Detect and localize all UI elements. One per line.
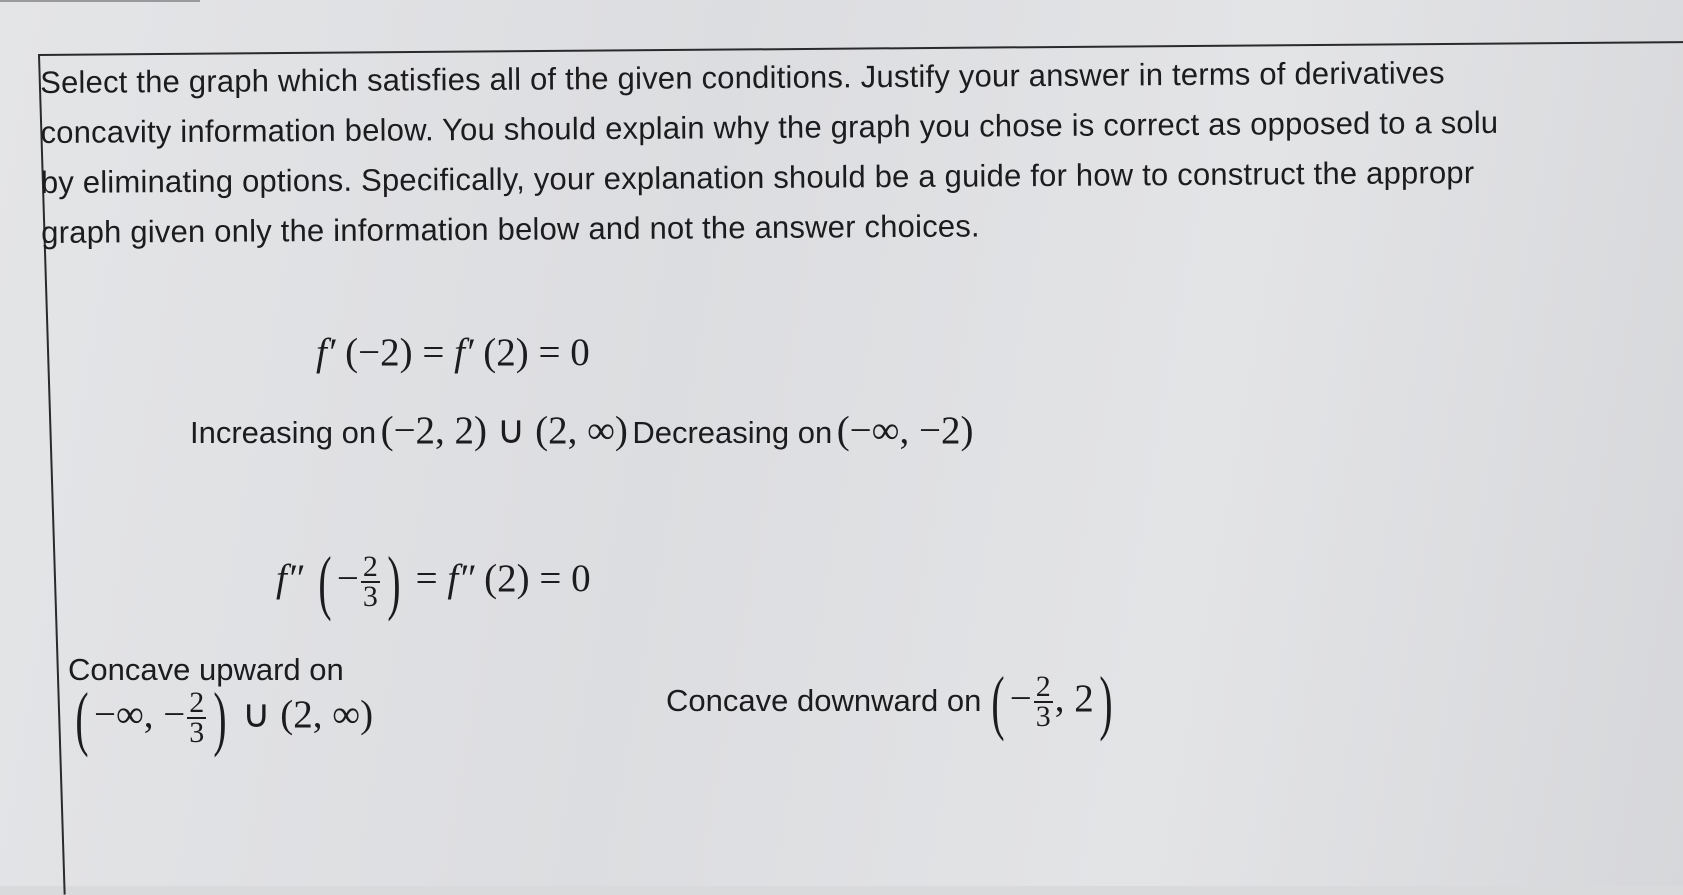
f-prime-symbol: f′ [454, 331, 474, 374]
concave-downward-condition [666, 662, 1118, 742]
interval-suffix: , 2 [1054, 676, 1094, 720]
left-paren: ( [75, 678, 89, 758]
right-paren: ) [1099, 662, 1113, 742]
monotonicity-condition [190, 408, 973, 453]
fraction-denominator: 3 [362, 580, 378, 613]
interval-prefix: − [1009, 676, 1032, 720]
decreasing-interval: (−∞, −2) [836, 409, 974, 452]
fraction [1034, 670, 1053, 733]
f-double-prime-symbol: f″ [447, 556, 475, 600]
right-paren: ) [213, 678, 227, 758]
top-rule [0, 0, 200, 2]
fraction [361, 550, 380, 613]
increasing-label: Increasing on [190, 415, 377, 450]
prompt-line: concavity information below. You should explain why the graph you chose is correct as opposed to a solu [40, 104, 1499, 150]
f-prime-symbol: f′ [316, 331, 336, 374]
right-paren: ) [387, 542, 401, 622]
second-derivative-condition [276, 542, 591, 622]
f-double-prime-symbol: f″ [276, 556, 304, 600]
fraction-numerator: 2 [1035, 670, 1051, 703]
fraction-denominator: 3 [189, 716, 205, 749]
left-paren: ( [318, 542, 332, 622]
concave-upward-label: Concave upward on [68, 652, 344, 687]
fraction [187, 686, 206, 749]
concave-downward-label: Concave downward on [666, 682, 982, 718]
equals-sign: = [415, 556, 438, 600]
left-paren: ( [991, 662, 1005, 742]
equals-sign: = [539, 556, 562, 600]
equals-sign: = [422, 331, 445, 374]
prompt-line: by eliminating options. Specifically, your explanation should be a guide for how to construct the appropr [40, 154, 1475, 200]
prompt-line: graph given only the information below and not the answer choices. [41, 208, 980, 250]
prompt-line: Select the graph which satisfies all of the given conditions. Justify your answer in terms of derivatives [40, 55, 1445, 100]
fraction-numerator: 2 [362, 550, 378, 583]
minus-sign: − [336, 556, 359, 600]
decreasing-label: Decreasing on [632, 415, 833, 450]
interval-prefix: −∞, − [93, 692, 186, 736]
concave-downward-interval [986, 662, 1118, 742]
interval-suffix: ∪ (2, ∞) [242, 692, 374, 736]
first-derivative-arg: (−2) [345, 331, 413, 374]
first-derivative-condition [316, 330, 590, 375]
concave-upward-interval [70, 678, 374, 758]
problem-prompt [40, 46, 1683, 258]
equals-sign: = [538, 331, 561, 374]
first-derivative-value: 0 [570, 331, 590, 374]
first-derivative-arg: (2) [483, 331, 529, 374]
second-derivative-value: 0 [571, 556, 591, 600]
fraction-numerator: 2 [189, 686, 205, 719]
increasing-interval: (−2, 2) ∪ (2, ∞) [380, 409, 628, 452]
fraction-denominator: 3 [1035, 700, 1051, 733]
second-derivative-arg: (2) [484, 556, 530, 600]
